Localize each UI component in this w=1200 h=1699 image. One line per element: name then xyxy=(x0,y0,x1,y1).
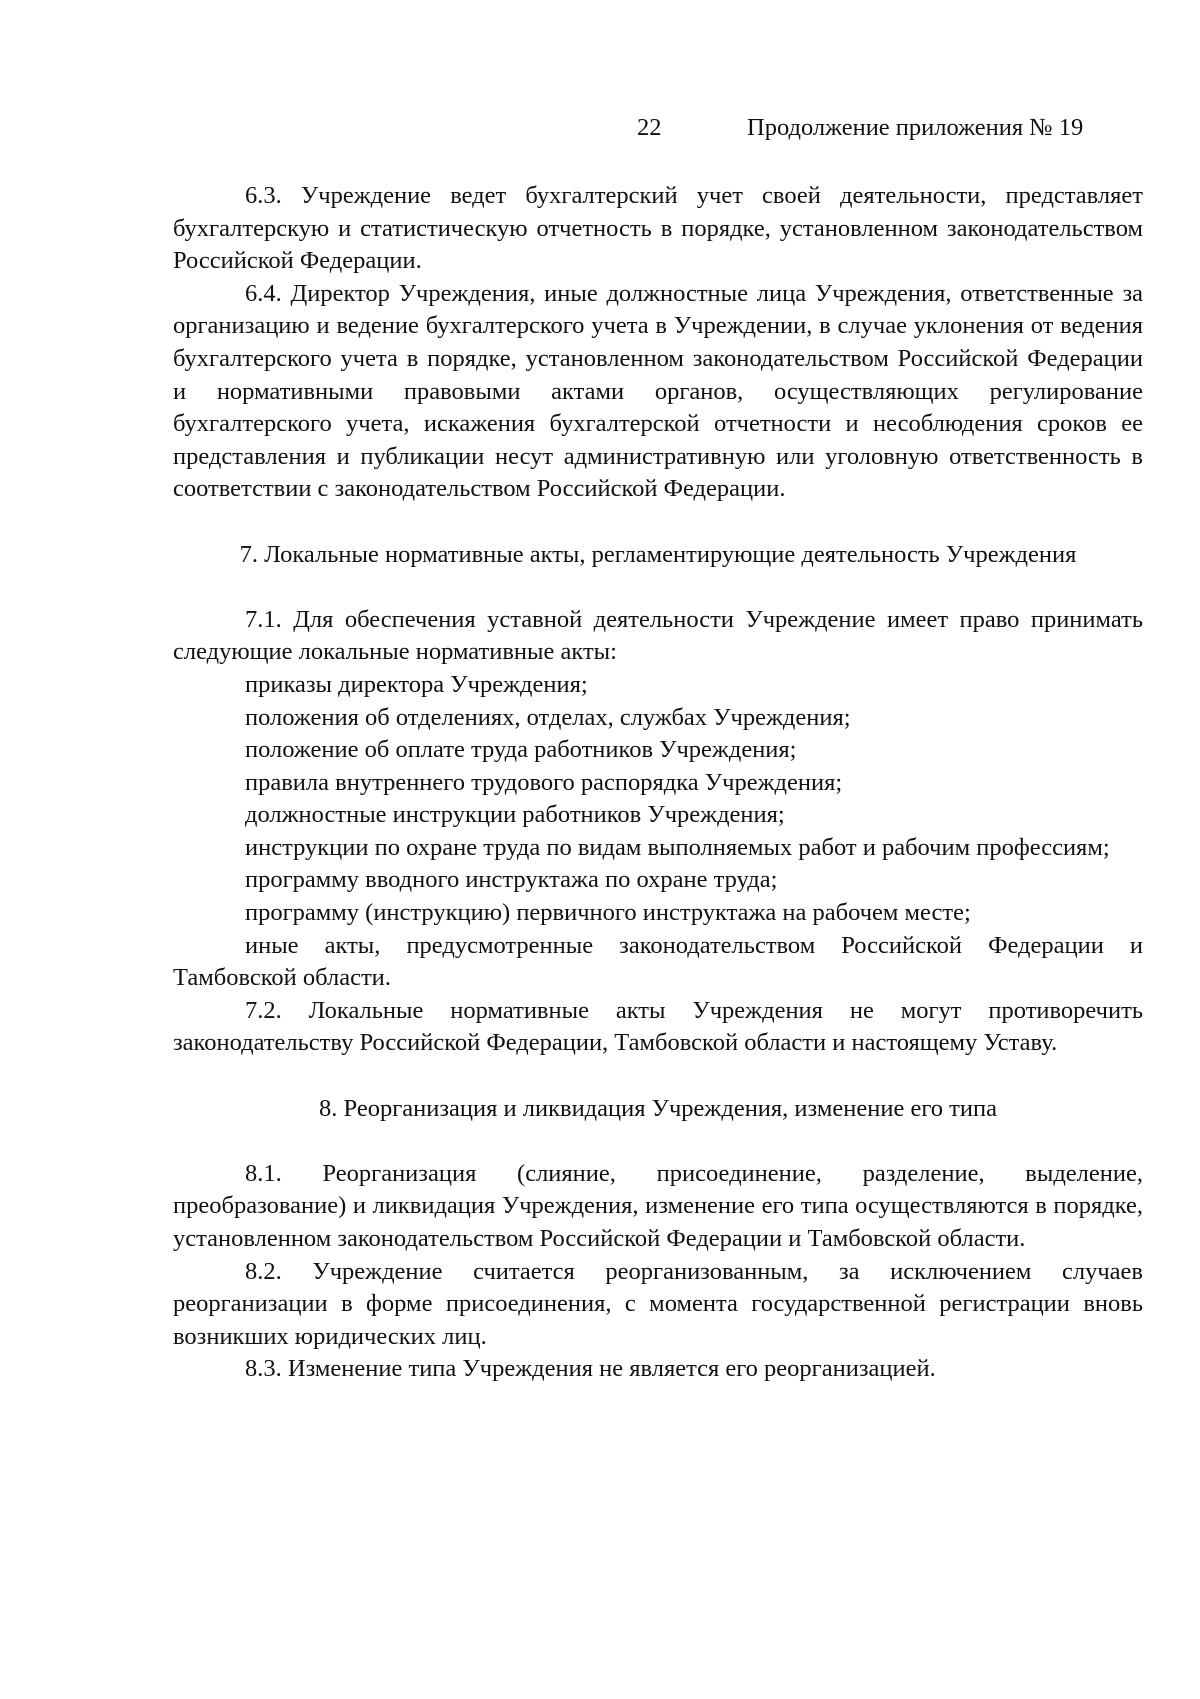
spacer xyxy=(173,1060,1143,1093)
paragraph-6-4: 6.4. Директор Учреждения, иные должностные лица Учреждения, ответственные за организацию и ведение бухгалтерского учета в Учреждении, в случае уклонения от ведения бухгалтерского учета в порядке, установленном законодательством Российской Федерации и нормативными правовыми актами органов, осуществляющих регулирование бухгалтерского учета, искажения бухгалтерской отчетности и несоблюдения сроков ее представления и публикации несут административную или уголовную ответственность в соответствии с законодательством Российской Федерации. xyxy=(173,279,1143,503)
paragraph-7-2: 7.2. Локальные нормативные акты Учреждения не могут противоречить законодательству Российской Федерации, Тамбовской области и настоящему Уставу. xyxy=(173,996,1143,1057)
list-item: должностные инструкции работников Учреждения; xyxy=(245,801,785,829)
list-item: положения об отделениях, отделах, службах Учреждения; xyxy=(245,703,851,731)
paragraph-8-3: 8.3. Изменение типа Учреждения не является его реорганизацией. xyxy=(245,1355,936,1383)
spacer xyxy=(173,506,1143,539)
paragraph-7-1: 7.1. Для обеспечения уставной деятельности Учреждение имеет право принимать следующие локальные нормативные акты: xyxy=(173,605,1143,666)
list-item: правила внутреннего трудового распорядка Учреждения; xyxy=(245,768,843,796)
section-7-heading: 7. Локальные нормативные акты, регламентирующие деятельность Учреждения xyxy=(239,540,1077,568)
page-number: 22 xyxy=(637,114,662,141)
list-item: инструкции по охране труда по видам выполняемых работ и рабочим профессиям; xyxy=(245,833,1110,861)
list-item: положение об оплате труда работников Учреждения; xyxy=(245,736,797,764)
appendix-continuation-note: Продолжение приложения № 19 xyxy=(747,114,1084,141)
section-8-heading: 8. Реорганизация и ликвидация Учреждения, изменение его типа xyxy=(319,1094,997,1122)
paragraph-8-2: 8.2. Учреждение считается реорганизованным, за исключением случаев реорганизации в форме присоединения, с момента государственной регистрации вновь возникших юридических лиц. xyxy=(173,1257,1143,1350)
list-item: программу вводного инструктажа по охране труда; xyxy=(245,866,778,894)
list-item: программу (инструкцию) первичного инструктажа на рабочем месте; xyxy=(245,899,971,927)
list-item: иные акты, предусмотренные законодательством Российской Федерации и Тамбовской области. xyxy=(173,931,1143,992)
paragraph-6-3: 6.3. Учреждение ведет бухгалтерский учет своей деятельности, представляет бухгалтерскую и статистическую отчетность в порядке, установленном законодательством Российской Федерации. xyxy=(173,182,1143,275)
spacer xyxy=(173,1125,1143,1158)
list-item: приказы директора Учреждения; xyxy=(245,670,588,698)
document-body xyxy=(173,180,1143,1386)
paragraph-8-1: 8.1. Реорганизация (слияние, присоединение, разделение, выделение, преобразование) и ликвидация Учреждения, изменение его типа осуществляются в порядке, установленном законодательством Российской Федерации и Тамбовской области. xyxy=(173,1159,1143,1252)
spacer xyxy=(173,571,1143,604)
local-acts-list xyxy=(173,669,1143,995)
page-header xyxy=(0,114,1200,150)
